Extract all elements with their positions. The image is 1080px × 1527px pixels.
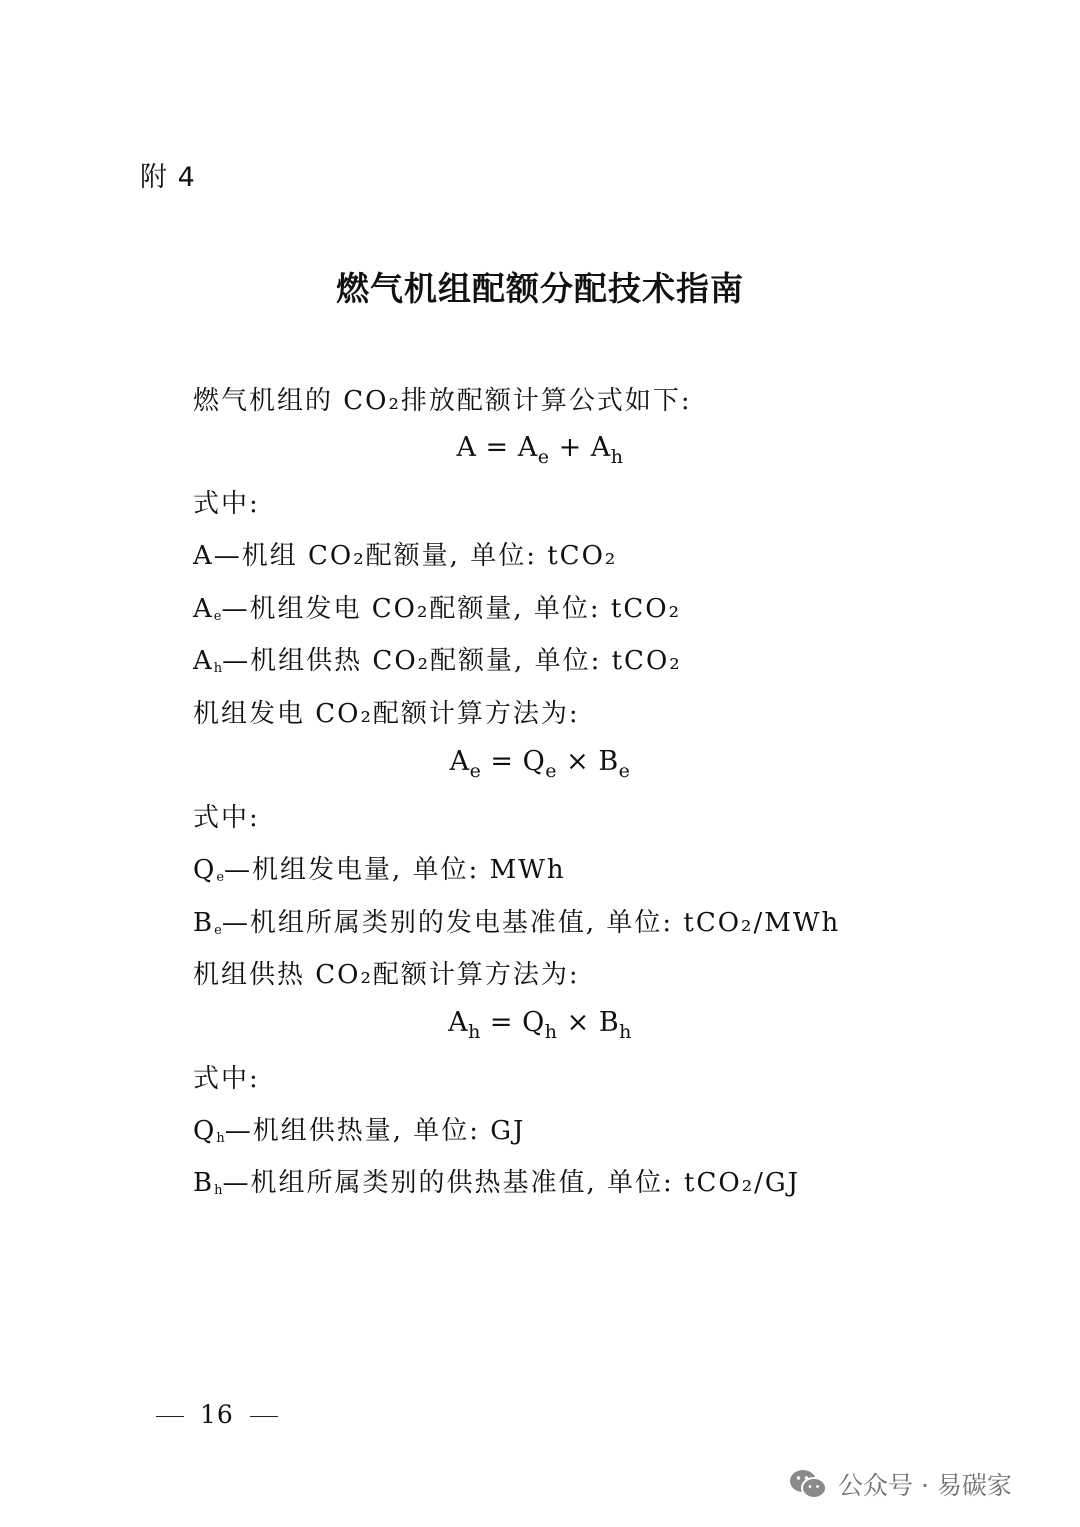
definition-be-text: —机组所属类别的发电基准值, 单位: tCO₂/MWh <box>221 908 841 938</box>
wechat-icon <box>788 1467 828 1501</box>
definition-qh-sub: h <box>216 1131 225 1146</box>
definition-a: A—机组 CO₂配额量, 单位: tCO₂ <box>193 541 618 571</box>
formula-total <box>0 432 1080 468</box>
intro-line: 燃气机组的 CO₂排放配额计算公式如下: <box>193 386 692 416</box>
formula-electricity-lhs: A <box>449 746 470 777</box>
where-label-2: 式中: <box>193 803 260 833</box>
definition-ae <box>193 588 681 625</box>
definition-bh-var: B <box>193 1168 215 1198</box>
heat-method-line: 机组供热 CO₂配额计算方法为: <box>193 960 580 990</box>
electricity-method-line: 机组发电 CO₂配额计算方法为: <box>193 699 580 729</box>
definition-ah-var: A <box>193 646 214 676</box>
definition-ah <box>193 640 682 677</box>
document-title: 燃气机组配额分配技术指南 <box>336 269 744 308</box>
page-number <box>140 1400 294 1429</box>
formula-heat-eq: = <box>480 1007 523 1038</box>
formula-electricity-term-a-sub: e <box>545 760 558 782</box>
formula-heat-term-b: B <box>598 1007 620 1038</box>
formula-heat-term-b-sub: h <box>619 1021 632 1043</box>
formula-electricity-op: × <box>557 746 599 777</box>
definition-qh <box>193 1110 525 1147</box>
definition-qh-var: Q <box>193 1116 217 1146</box>
definition-qe-sub: e <box>216 870 225 885</box>
formula-heat-lhs-sub: h <box>468 1021 481 1043</box>
formula-electricity-term-a: Q <box>522 746 546 777</box>
definition-ah-text: —机组供热 CO₂配额量, 单位: tCO₂ <box>222 646 682 676</box>
formula-total-lhs: A <box>456 432 477 463</box>
formula-electricity-term-b: B <box>598 746 619 777</box>
definition-qe <box>193 849 566 886</box>
formula-heat-term-a-sub: h <box>544 1021 558 1043</box>
page-number-right-dash <box>250 1416 278 1417</box>
formula-heat <box>0 1007 1080 1043</box>
formula-total-op: + <box>549 432 591 463</box>
formula-heat-term-a: Q <box>522 1007 545 1038</box>
formula-total-term-a-sub: e <box>537 446 550 468</box>
definition-ae-text: —机组发电 CO₂配额量, 单位: tCO₂ <box>221 594 682 624</box>
page-number-value: 16 <box>200 1400 234 1429</box>
watermark <box>788 1462 1012 1506</box>
definition-qh-text: —机组供热量, 单位: GJ <box>224 1116 526 1146</box>
definition-be <box>193 902 840 939</box>
definition-ah-sub: h <box>213 661 223 676</box>
definition-qe-var: Q <box>193 855 217 885</box>
definition-be-sub: e <box>214 923 222 938</box>
definition-ae-var: A <box>193 594 214 624</box>
formula-electricity-lhs-sub: e <box>469 760 482 782</box>
formula-total-term-b: A <box>590 432 611 463</box>
definition-bh-text: —机组所属类别的供热基准值, 单位: tCO₂/GJ <box>222 1168 801 1198</box>
page-number-left-dash <box>156 1416 184 1417</box>
definition-qe-text: —机组发电量, 单位: MWh <box>224 855 566 885</box>
formula-total-term-b-sub: h <box>610 446 624 468</box>
definition-bh <box>193 1162 800 1199</box>
where-label-3: 式中: <box>193 1064 260 1094</box>
attachment-label: 附 4 <box>140 162 196 193</box>
definition-ae-sub: e <box>213 609 222 624</box>
formula-heat-op: × <box>557 1007 599 1038</box>
formula-electricity-term-b-sub: e <box>618 760 631 782</box>
formula-electricity-eq: = <box>481 746 523 777</box>
formula-heat-lhs: A <box>448 1007 469 1038</box>
formula-electricity <box>0 746 1080 782</box>
where-label-1: 式中: <box>193 489 260 519</box>
formula-total-eq: = <box>476 432 518 463</box>
formula-total-term-a: A <box>517 432 538 463</box>
watermark-text: 公众号 · 易碳家 <box>838 1471 1012 1500</box>
definition-bh-sub: h <box>214 1183 223 1198</box>
definition-be-var: B <box>193 908 215 938</box>
